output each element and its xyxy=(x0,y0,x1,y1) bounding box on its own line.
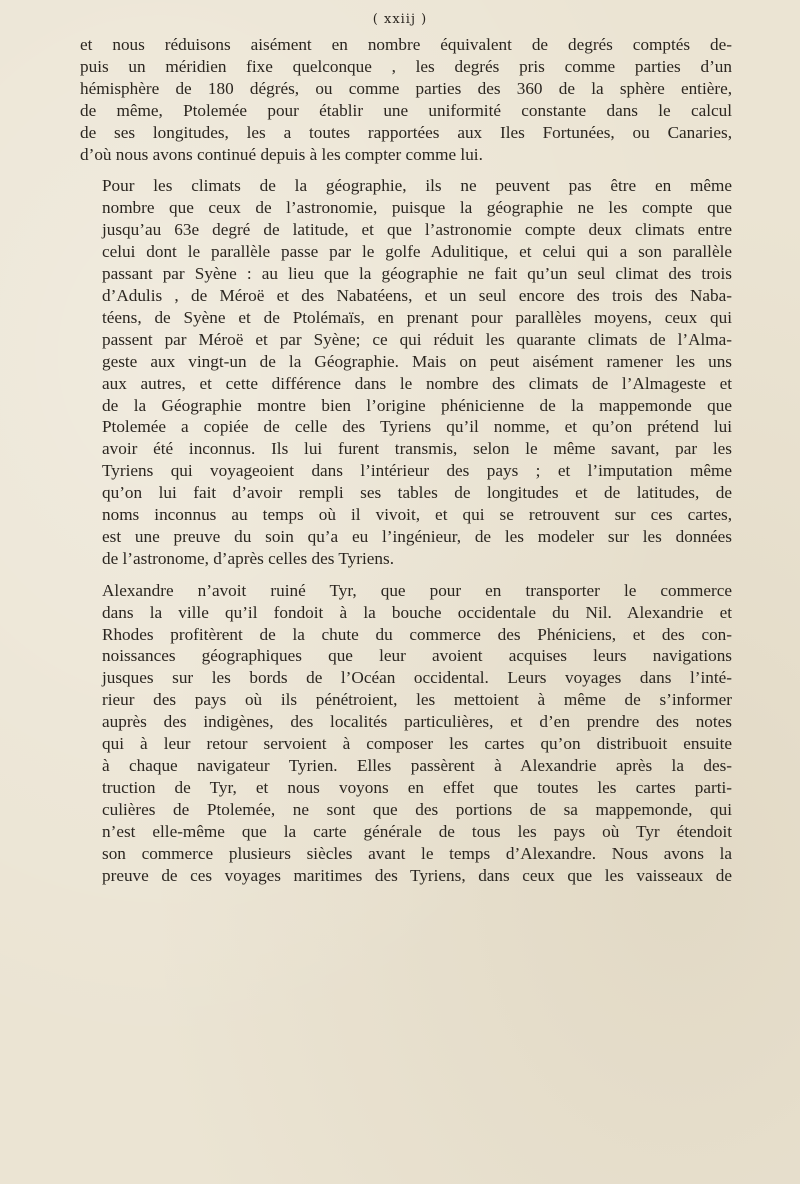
text-line: auprès des indigènes, des localités particulières, et d’en prendre des notes xyxy=(102,712,732,732)
text-line: noms inconnus au temps où il vivoit, et qui se retrouvent sur ces cartes, xyxy=(102,505,732,525)
text-line: hémisphère de 180 dégrés, ou comme parties des 360 de la sphère entière, xyxy=(80,78,732,98)
text-line: jusques sur les bords de l’Océan occidental. Leurs voyages dans l’inté- xyxy=(102,668,732,688)
paragraph-1 xyxy=(80,34,732,165)
page-number: ( xxiij ) xyxy=(372,12,428,27)
text-line: Rhodes profitèrent de la chute du commerce des Phéniciens, et des con- xyxy=(102,624,732,644)
text-line: passant par Syène : au lieu que la géographie ne fait qu’un seul climat des trois xyxy=(102,264,732,284)
paragraph-3 xyxy=(80,580,732,887)
text-line: de ses longitudes, les a toutes rapportées aux Iles Fortunées, ou Canaries, xyxy=(80,122,732,142)
text-line: Ptolemée a copiée de celle des Tyriens qu’il nomme, et qu’on prétend lui xyxy=(102,417,732,437)
text-line: est une preuve du soin qu’a eu l’ingénieur, de les modeler sur les données xyxy=(102,526,732,546)
text-line: noissances géographiques que leur avoient acquises leurs navigations xyxy=(102,646,732,666)
text-line: dans la ville qu’il fondoit à la bouche occidentale du Nil. Alexandrie et xyxy=(102,602,732,622)
text-line: de même, Ptolemée pour établir une uniformité constante dans le calcul xyxy=(80,100,732,120)
text-line: téens, de Syène et de Ptolémaïs, en prenant pour parallèles moyens, ceux qui xyxy=(102,307,732,327)
text-line: et nous réduisons aisément en nombre équivalent de degrés comptés de- xyxy=(80,35,732,54)
text-line: nombre que ceux de l’astronomie, puisque la géographie ne les compte que xyxy=(102,198,732,218)
text-line: jusqu’au 63e degré de latitude, et que l’astronomie compte deux climats entre xyxy=(102,220,732,240)
text-line: qui à leur retour servoient à composer les cartes qu’on distribuoit ensuite xyxy=(102,734,732,754)
text-line: d’Adulis , de Méroë et des Nabatéens, et un seul encore des trois des Naba- xyxy=(102,285,732,305)
text-line: son commerce plusieurs siècles avant le temps d’Alexandre. Nous avons la xyxy=(102,843,732,863)
text-line: truction de Tyr, et nous voyons en effet que toutes les cartes parti- xyxy=(102,777,732,797)
text-line: avoir été inconnus. Ils lui furent transmis, selon le même savant, par les xyxy=(102,439,732,459)
text-line: Tyriens qui voyageoient dans l’intérieur des pays ; et l’imputation même xyxy=(102,461,732,481)
text-line: aux autres, et cette différence dans le nombre des climats de l’Almageste et xyxy=(102,373,732,393)
body-text xyxy=(80,34,732,896)
text-line: rieur des pays où ils pénétroient, les mettoient à même de s’informer xyxy=(102,690,732,710)
text-line: à chaque navigateur Tyrien. Elles passèrent à Alexandrie après la des- xyxy=(102,756,732,775)
text-line: celui dont le parallèle passe par le golfe Adulitique, et celui qui a son parallèle xyxy=(102,242,732,262)
text-line: preuve de ces voyages maritimes des Tyriens, dans ceux que les vaisseaux de xyxy=(102,865,732,885)
text-line: puis un méridien fixe quelconque , les degrés pris comme parties d’un xyxy=(80,56,732,76)
text-line: d’où nous avons continué depuis à les compter comme lui. xyxy=(80,144,483,164)
text-line: passent par Méroë et par Syène; ce qui réduit les quarante climats de l’Alma- xyxy=(102,329,732,349)
paragraph-2 xyxy=(80,175,732,569)
text-line: de l’astronome, d’après celles des Tyriens. xyxy=(102,548,395,568)
text-line: geste aux vingt-un de la Géographie. Mais on peut aisément ramener les uns xyxy=(102,351,732,371)
text-line: Alexandre n’avoit ruiné Tyr, que pour en transporter le commerce xyxy=(102,580,732,600)
text-line: qu’on lui fait d’avoir rempli ses tables de longitudes et de latitudes, de xyxy=(102,483,732,503)
text-line: culières de Ptolemée, ne sont que des portions de sa mappemonde, qui xyxy=(102,799,732,819)
text-line: n’est elle-même que la carte générale de tous les pays où Tyr étendoit xyxy=(102,821,732,841)
text-line: Pour les climats de la géographie, ils ne peuvent pas être en même xyxy=(102,176,732,196)
text-line: de la Géographie montre bien l’origine phénicienne de la mappemonde que xyxy=(102,395,732,415)
